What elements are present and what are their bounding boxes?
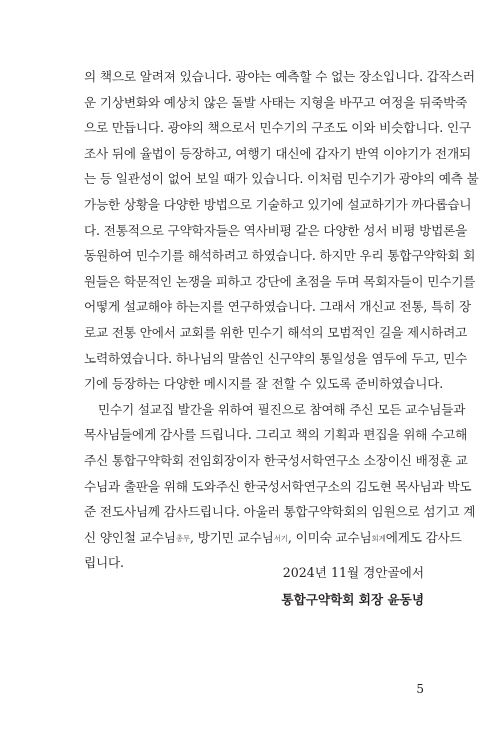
line-text: , 이미숙 교수님 [287, 529, 372, 545]
role-label: 서기 [273, 533, 288, 543]
line-text: , 방기민 교수님 [190, 529, 274, 545]
paragraph1-line: 으로 만듭니다. 광야의 책으로서 민수기의 구조도 이와 비슷합니다. 인구 [84, 120, 471, 136]
paragraph1-line: 로교 전통 안에서 교회를 위한 민수기 해석의 모범적인 길을 제시하려고 [84, 324, 468, 340]
line-text: 신 양인철 교수님 [84, 529, 176, 545]
signature-date: 2024년 11월 경안골에서 [282, 565, 424, 580]
paragraph1-line: 다. 전통적으로 구약학자들은 역사비평 같은 다양한 성서 비평 방법론을 [84, 222, 468, 238]
paragraph1-line: 는 등 일관성이 없어 보일 때가 있습니다. 이처럼 민수기가 광야의 예측 불 [84, 171, 479, 187]
role-label: 총무 [175, 533, 191, 543]
paragraph2-line: 수님과 출판을 위해 도와주신 한국성서학연구소의 김도현 목사님과 박도 [84, 478, 472, 494]
paragraph1-line: 기에 등장하는 다양한 메시지를 잘 전할 수 있도록 준비하였습니다. [84, 376, 444, 392]
paragraph1-line: 어떻게 설교해야 하는지를 연구하였습니다. 그래서 개신교 전통, 특히 장 [84, 299, 471, 315]
paragraph2-line: 준 전도사님께 감사드립니다. 아울러 통합구약학회의 임원으로 섬기고 계 [84, 504, 476, 520]
body-text [84, 64, 479, 576]
paragraph2-line: 주신 통합구약학회 전임회장이자 한국성서학연구소 소장이신 배정훈 교 [84, 452, 468, 468]
paragraph1-line: 동원하여 민수기를 해석하려고 하였습니다. 하지만 우리 통합구약학회 회 [84, 248, 476, 264]
role-label: 회계 [371, 533, 386, 543]
paragraph2-line: 목사님들에게 감사를 드립니다. 그리고 책의 기획과 편집을 위해 수고해 [84, 427, 468, 443]
paragraph2-line: 립니다. [84, 555, 124, 571]
paragraph1-line: 운 기상변화와 예상치 않은 돌발 사태는 지형을 바꾸고 여정을 뒤죽박죽 [84, 94, 468, 110]
signature-author: 통합구약학회 회장 윤동녕 [281, 592, 424, 607]
paragraph2-line: 민수기 설교집 발간을 위하여 필진으로 참여해 주신 모든 교수님들과 [98, 401, 466, 417]
line-text: 에게도 감사드 [385, 529, 462, 545]
page-number: 5 [416, 682, 424, 696]
paragraph2-line-with-roles [84, 525, 462, 551]
paragraph1-line: 조사 뒤에 율법이 등장하고, 여행기 대신에 갑자기 반역 이야기가 전개되 [84, 145, 471, 161]
paragraph1-line: 가능한 상황을 다양한 방법으로 기술하고 있기에 설교하기가 까다롭습니 [84, 196, 472, 212]
paragraph1-line: 원들은 학문적인 논쟁을 피하고 강단에 초점을 두며 목회자들이 민수기를 [84, 273, 476, 289]
paragraph1-line: 의 책으로 알려져 있습니다. 광야는 예측할 수 없는 장소입니다. 갑작스러 [84, 69, 475, 84]
paragraph1-line: 노력하였습니다. 하나님의 말씀인 신구약의 통일성을 염두에 두고, 민수 [84, 350, 468, 366]
